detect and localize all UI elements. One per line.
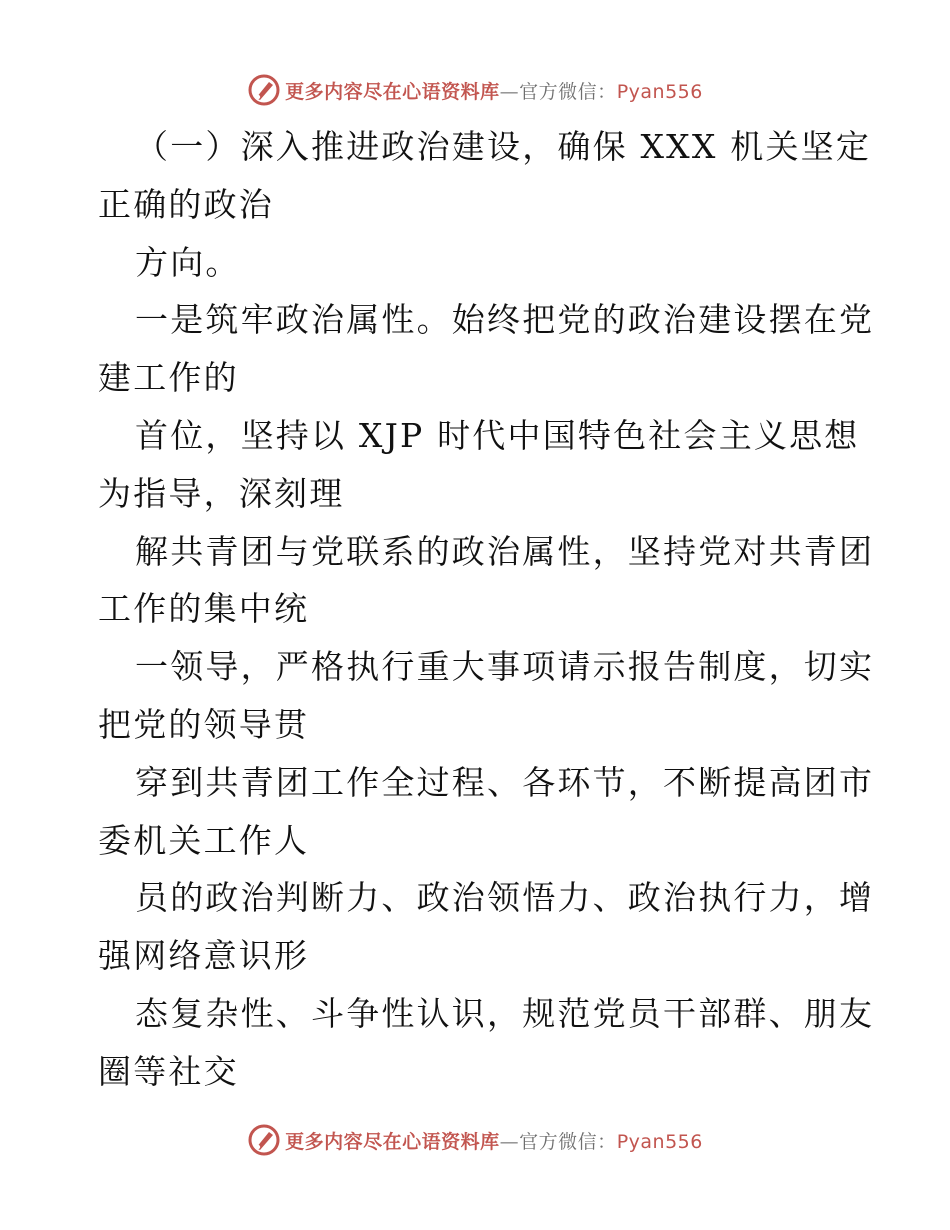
text-line: 一领导，严格执行重大事项请示报告制度，切实 (135, 647, 875, 687)
text-line: 工作的集中统 (98, 589, 310, 629)
logo-icon (247, 1123, 281, 1157)
watermark-brand: 更多内容尽在心语资料库 (285, 1130, 500, 1153)
header-watermark (0, 70, 950, 110)
logo-icon (247, 73, 281, 107)
text-line: 解共青团与党联系的政治属性，坚持党对共青团 (135, 531, 875, 571)
watermark-separator: — (499, 1130, 520, 1153)
watermark-label: 官方微信： (519, 1130, 617, 1153)
text-line: 方向。 (135, 242, 241, 282)
text-line: 建工作的 (98, 358, 239, 398)
watermark-separator: — (499, 80, 520, 103)
watermark-text (285, 1127, 703, 1154)
text-line: 把党的领导贯 (98, 704, 310, 744)
text-line: 穿到共青团工作全过程、各环节，不断提高团市 (135, 762, 875, 802)
text-line: 首位，坚持以 XJP 时代中国特色社会主义思想 (135, 415, 860, 455)
text-line: 正确的政治 (98, 184, 274, 224)
watermark-label: 官方微信： (519, 80, 617, 103)
footer-watermark (0, 1120, 950, 1160)
text-line: 态复杂性、斗争性认识，规范党员干部群、朋友 (135, 993, 875, 1033)
text-line: 一是筑牢政治属性。始终把党的政治建设摆在党 (135, 300, 875, 340)
watermark-handle: Pyan556 (616, 1130, 703, 1153)
text-line: 强网络意识形 (98, 936, 310, 976)
text-line: 为指导，深刻理 (98, 473, 345, 513)
text-line: 员的政治判断力、政治领悟力、政治执行力，增 (135, 878, 875, 918)
text-line: 委机关工作人 (98, 820, 310, 860)
watermark-brand: 更多内容尽在心语资料库 (285, 80, 500, 103)
text-line: （一）深入推进政治建设，确保 XXX 机关坚定 (135, 127, 872, 166)
watermark-text (285, 77, 703, 104)
text-line: 圈等社交 (98, 1051, 239, 1091)
watermark-handle: Pyan556 (616, 80, 703, 103)
document-body (98, 118, 875, 1101)
